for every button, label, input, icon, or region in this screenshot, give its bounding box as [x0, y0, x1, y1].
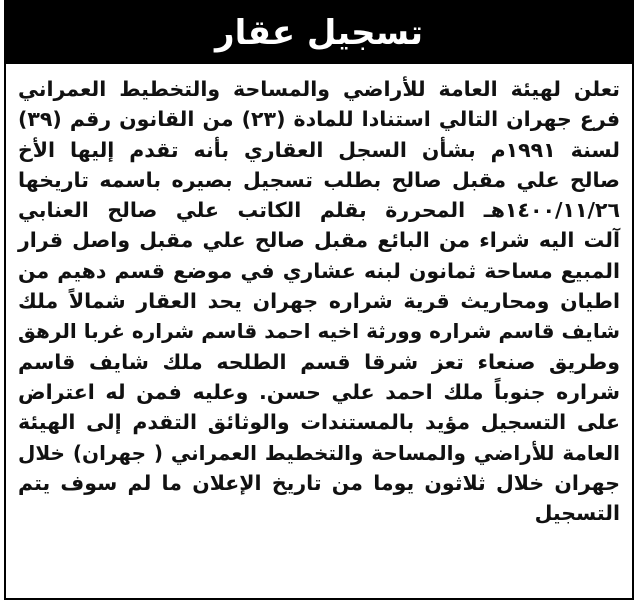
notice-line: على التسجيل مؤيد بالمستندات والوثائق التقدم إلى الهيئة: [18, 410, 620, 435]
notice-line: صالح علي مقبل صالح بطلب تسجيل بصيره باسمه تاريخها: [18, 167, 620, 192]
notice-body: [18, 74, 620, 528]
notice-line: لسنة ١٩٩١م بشأن السجل العقاري بأنه تقدم إليها الأخ: [18, 137, 620, 162]
notice-line: فرع جهران التالي استنادا للمادة (٢٣) من القانون رقم (٣٩): [18, 107, 620, 132]
real-estate-notice: [4, 0, 634, 600]
notice-line: تعلن لهيئة العامة للأراضي والمساحة والتخطيط العمراني: [18, 77, 620, 101]
notice-line: وطريق صنعاء تعز شرقا قسم الطلحه ملك شايف قاسم: [18, 349, 620, 374]
notice-line: العامة للأراضي والمساحة والتخطيط العمراني ( جهران) خلال: [18, 440, 620, 465]
notice-line: التسجيل: [534, 501, 620, 526]
notice-line: شايف قاسم شراره وورثة اخيه احمد قاسم شراره غربا الرهق: [18, 319, 620, 344]
notice-line: شراره جنوباً ملك احمد علي حسن. وعليه فمن له اعتراض: [18, 379, 620, 404]
notice-line: جهران خلال ثلاثون يوما من تاريخ الإعلان ما لم سوف يتم: [18, 470, 620, 495]
notice-title: تسجيل عقار: [6, 2, 632, 64]
notice-line: آلت اليه شراء من البائع مقبل صالح علي مقبل واصل قرار: [18, 228, 620, 253]
notice-line: المبيع مساحة ثمانون لبنه عشاري في موضع قسم دهيم من: [18, 258, 620, 283]
notice-line: اطيان ومحاريث قرية شراره جهران يحد العقار شمالاً ملك: [18, 289, 620, 314]
notice-line: ١٤٠٠/١١/٢٦هـ المحررة بقلم الكاتب علي صالح العنابي: [18, 198, 620, 223]
